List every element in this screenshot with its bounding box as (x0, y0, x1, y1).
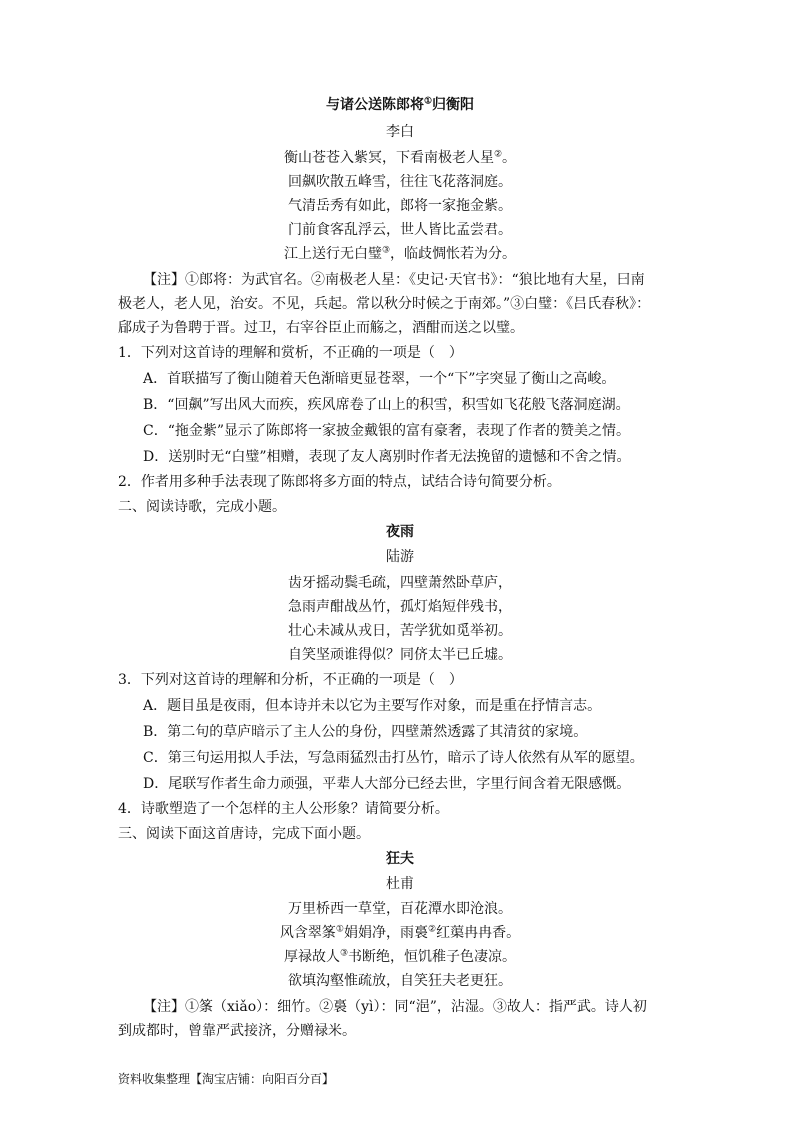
poem1-line: 气清岳秀有如此，郎将一家拖金紫。 (288, 198, 512, 214)
poem3-title: 狂夫 (386, 851, 414, 867)
poem1-line: 回飙吹散五峰雪，往往飞花落洞庭。 (288, 174, 512, 190)
question-3-stem: 3．下列对这首诗的理解和分析，不正确的一项是（ ） (118, 672, 463, 688)
poem3-line: 万里桥西一草堂，百花潭水即沧浪。 (288, 901, 512, 917)
poem2-line: 壮心未减从戎日，苦学犹如觅举初。 (288, 623, 512, 639)
poem1-note-line: 郈成子为鲁聘于晋。过卫，右宰谷臣止而觞之，酒酣而送之以璧。 (118, 320, 524, 336)
poem2-title: 夜雨 (386, 524, 414, 540)
poem1-author: 李白 (386, 124, 414, 140)
question-3-option-d: D．尾联写作者生命力顽强，平辈人大部分已经去世，字里行间含着无限感慨。 (143, 776, 631, 792)
poem1-line: 门前食客乱浮云，世人皆比孟尝君。 (288, 222, 512, 238)
poem1-line: 江上送行无白璧③，临歧惆怅若为分。 (283, 245, 517, 262)
poem3-line: 厚禄故人③书断绝，恒饥稚子色凄凉。 (283, 948, 517, 965)
question-1-option-d: D．送别时无“白璧”相赠，表现了友人离别时作者无法挽留的遗憾和不舍之情。 (143, 449, 631, 465)
question-2-stem: 2．作者用多种手法表现了陈郎将多方面的特点，试结合诗句简要分析。 (118, 474, 561, 490)
poem1-title: 与诸公送陈郎将①归衡阳 (325, 96, 475, 113)
question-3-option-a: A．题目虽是夜雨，但本诗并未以它为主要写作对象，而是重在抒情言志。 (143, 698, 602, 714)
section-2-heading: 二、阅读诗歌，完成小题。 (118, 499, 286, 515)
question-1-stem: 1．下列对这首诗的理解和赏析，不正确的一项是（ ） (118, 345, 463, 361)
poem3-note-line: 【注】①筿（xiǎo）：细竹。②裛（yì）：同“浥”，沾湿。③故人：指严武。诗人初 (143, 999, 647, 1015)
question-4-stem: 4．诗歌塑造了一个怎样的主人公形象？请简要分析。 (118, 801, 449, 817)
poem3-author: 杜甫 (386, 876, 414, 892)
question-3-option-b: B．第二句的草庐暗示了主人公的身份，四壁萧然透露了其清贫的家境。 (143, 724, 588, 740)
poem1-note-line: 极老人，老人见，治安。不见，兵起。常以秋分时候之于南郊。”③白璧：《吕氏春秋》： (118, 296, 651, 312)
section-3-heading: 三、阅读下面这首唐诗，完成下面小题。 (118, 826, 370, 842)
poem3-line: 风含翠筿①娟娟净，雨裛②红蕖冉冉香。 (279, 924, 521, 941)
question-1-option-c: C．“拖金紫”显示了陈郎将一家披金戴银的富有豪奢，表现了作者的赞美之情。 (143, 423, 631, 439)
poem3-line: 欲填沟壑惟疏放，自笑狂夫老更狂。 (288, 973, 512, 989)
page-footer: 资料收集整理【淘宝店铺：向阳百分百】 (118, 1072, 335, 1086)
question-3-option-c: C．第三句运用拟人手法，写急雨猛烈击打丛竹，暗示了诗人依然有从军的愿望。 (143, 750, 644, 766)
poem2-line: 自笑坚顽谁得似？同侪太半已丘墟。 (288, 647, 512, 663)
poem1-note-line: 【注】①郎将：为武官名。②南极老人星：《史记·天官书》：“狼比地有大星，曰南 (143, 272, 645, 288)
question-1-option-a: A．首联描写了衡山随着天色渐暗更显苍翠，一个“下”字突显了衡山之高峻。 (143, 371, 616, 387)
poem1-line: 衡山苍苍入紫冥，下看南极老人星②。 (283, 149, 517, 166)
poem3-note-line: 到成都时，曾靠严武接济，分赠禄米。 (118, 1023, 356, 1039)
poem2-line: 齿牙摇动鬓毛疏，四壁萧然卧草庐， (288, 575, 512, 591)
poem2-author: 陆游 (386, 549, 414, 565)
poem2-line: 急雨声酣战丛竹，孤灯焰短伴残书， (288, 599, 512, 615)
question-1-option-b: B．“回飙”写出风大而疾，疾风席卷了山上的积雪，积雪如飞花般飞落洞庭湖。 (143, 397, 630, 413)
